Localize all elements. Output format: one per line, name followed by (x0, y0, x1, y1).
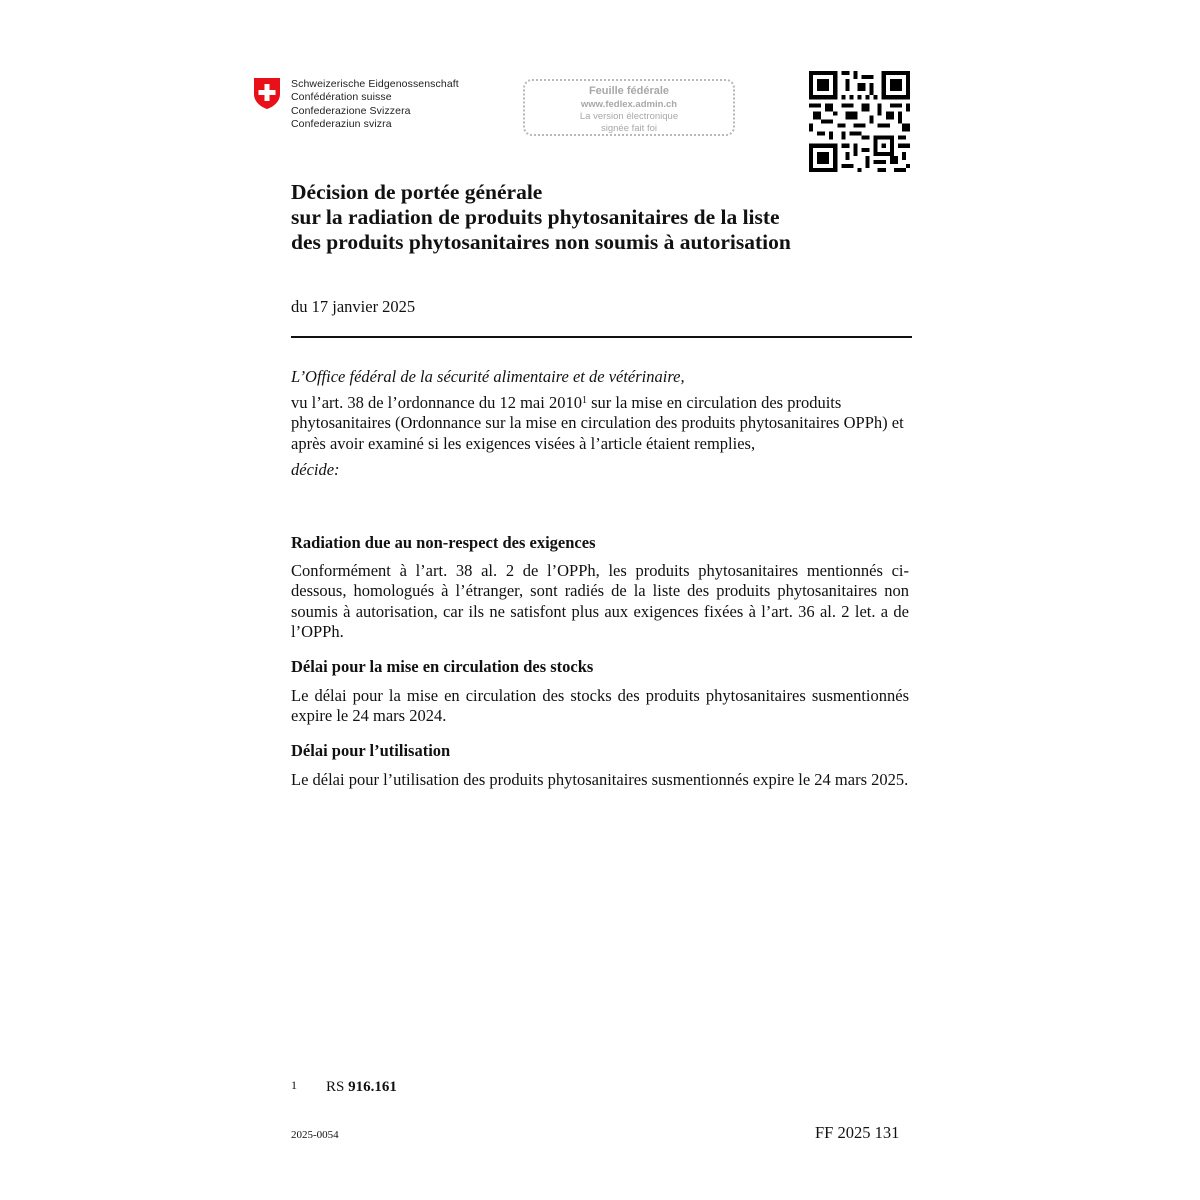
section-heading: Délai pour la mise en circulation des stocks (291, 657, 594, 676)
document-title (291, 180, 791, 255)
preamble-start: vu l’art. 38 de l’ordonnance du 12 mai 2010 (291, 393, 582, 412)
preamble (291, 393, 909, 454)
document-id: 2025-0054 (291, 1129, 339, 1141)
confederation-names (291, 78, 459, 132)
title-divider (291, 336, 912, 338)
document-date: du 17 janvier 2025 (291, 297, 416, 316)
stamp-title: Feuille fédérale (588, 85, 670, 97)
swiss-cross-icon (253, 77, 281, 110)
section-heading: Radiation due au non-respect des exigences (291, 533, 596, 552)
signature-stamp (523, 79, 735, 136)
title-line-1: Décision de portée générale (291, 180, 543, 204)
confed-name-it: Confederazione Svizzera (291, 104, 411, 117)
section-heading: Délai pour l’utilisation (291, 741, 451, 760)
footnote-number: 1 (291, 1078, 297, 1092)
title-line-2: sur la radiation de produits phytosanitaires de la liste (291, 205, 780, 229)
preamble-end: sur la mise en circulation des produits phytosanitaires (Ordonnance sur la mise en circulation des produits phytosanitaires OPPh) et après avoir examiné si les exigences visées à l’article étaient remplies, (291, 393, 904, 453)
section-text: Conformément à l’art. 38 al. 2 de l’OPPh, les produits phytosanitaires mentionnés ci-dessous, homologués à l’étranger, sont radiés de la liste des produits phytosanitaires non soumis à autorisation, car ils ne satisfont plus aux exigences fixées à l’art. 36 al. 2 let. a de l’OPPh. (291, 561, 909, 641)
footnote-ref[interactable]: 1 (581, 395, 587, 406)
confed-name-fr: Confédération suisse (291, 91, 392, 104)
footnote-ref-number: 916.161 (348, 1079, 397, 1095)
federal-gazette-ref: FF 2025 131 (815, 1123, 900, 1142)
confed-name-de: Schweizerische Eidgenossenschaft (291, 78, 459, 90)
footnote-text (326, 1079, 397, 1096)
decides-label: décide: (291, 460, 340, 479)
title-line-3: des produits phytosanitaires non soumis à autorisation (291, 230, 791, 254)
stamp-note-1: La version électronique (579, 111, 679, 122)
confed-name-rm: Confederaziun svizra (291, 118, 392, 131)
qr-code-icon (809, 71, 910, 172)
stamp-url: www.fedlex.admin.ch (580, 99, 678, 110)
section-text: Le délai pour l’utilisation des produits phytosanitaires susmentionnés expire le 24 mars 2025. (291, 770, 909, 789)
section-text: Le délai pour la mise en circulation des stocks des produits phytosanitaires susmentionnés expire le 24 mars 2024. (291, 686, 909, 726)
stamp-note-2: signée fait foi (601, 123, 657, 134)
footnote-prefix: RS (326, 1079, 349, 1095)
issuing-office: L’Office fédéral de la sécurité alimentaire et de vétérinaire, (291, 367, 685, 386)
